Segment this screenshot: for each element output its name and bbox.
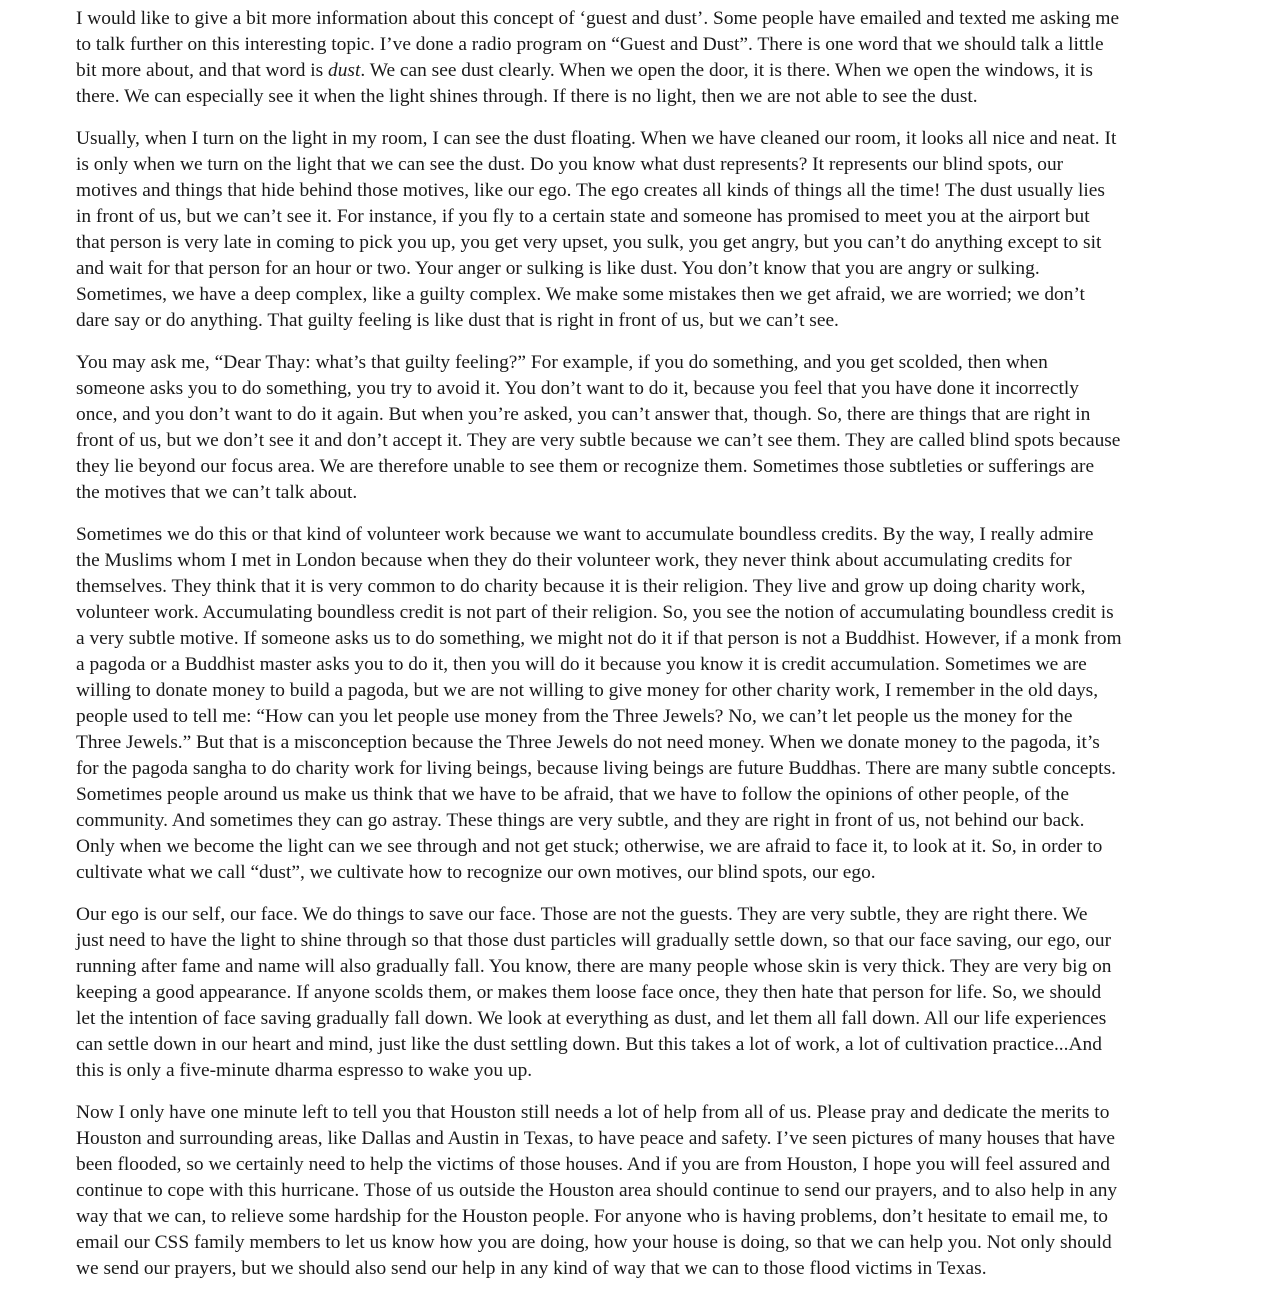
paragraph-ego-face: Our ego is our self, our face. We do things to save our face. Those are not the guests. They are very subtle, they are right there. We just need to have the light to shine through so that those dust particles will gradually settle down, so that our face saving, our ego, our running after fame and name will also gradually fall. You know, there are many people whose skin is very thick. They are very big on keeping a good appearance. If anyone scolds them, or makes them loose face once, they then hate that person for life. So, we should let the intention of face saving gradually fall down. We look at everything as dust, and let them all fall down. All our life experiences can settle down in our heart and mind, just like the dust settling down. But this takes a lot of work, a lot of cultivation practice...And this is only a five-minute dharma espresso to wake you up.	[76, 904, 1112, 1081]
document-page	[76, 6, 1201, 1298]
paragraph-guest-and-dust-intro	[76, 6, 1201, 110]
paragraph-text: . We can see dust clearly. When we open the door, it is there. When we open the windows, it is there. We can especially see it when the light shines through. If there is no light, then we are not able to see the dust.	[76, 60, 1093, 107]
paragraph-text: I would like to give a bit more information about this concept of ‘guest and dust’. Some people have emailed and texted me asking me to talk further on this interesting topic. I’ve done a radio program on “Guest and Dust”. There is one word that we should talk a little bit more about, and that word is	[76, 8, 1120, 81]
paragraph-dust-represents: Usually, when I turn on the light in my room, I can see the dust floating. When we have cleaned our room, it looks all nice and neat. It is only when we turn on the light that we can see the dust. Do you know what dust represents? It represents our blind spots, our motives and things that hide behind those motives, like our ego. The ego creates all kinds of things all the time! The dust usually lies in front of us, but we can’t see it. For instance, if you fly to a certain state and someone has promised to meet you at the airport but that person is very late in coming to pick you up, you get very upset, you sulk, you get angry, but you can’t do anything except to sit and wait for that person for an hour or two. Your anger or sulking is like dust. You don’t know that you are angry or sulking. Sometimes, we have a deep complex, like a guilty complex. We make some mistakes then we get afraid, we are worried; we don’t dare say or do anything. That guilty feeling is like dust that is right in front of us, but we can’t see.	[76, 128, 1117, 331]
emphasis-dust: dust	[328, 60, 361, 81]
paragraph-guilty-feeling: You may ask me, “Dear Thay: what’s that guilty feeling?” For example, if you do something, and you get scolded, then when someone asks you to do something, you try to avoid it. You don’t want to do it, because you feel that you have done it incorrectly once, and you don’t want to do it again. But when you’re asked, you can’t answer that, though. So, there are things that are right in front of us, but we don’t see it and don’t accept it. They are very subtle because we can’t see them. They are called blind spots because they lie beyond our focus area. We are therefore unable to see them or recognize them. Sometimes those subtleties or sufferings are the motives that we can’t talk about.	[76, 352, 1121, 503]
paragraph-houston-help: Now I only have one minute left to tell you that Houston still needs a lot of help from all of us. Please pray and dedicate the merits to Houston and surrounding areas, like Dallas and Austin in Texas, to have peace and safety. I’ve seen pictures of many houses that have been flooded, so we certainly need to help the victims of those houses. And if you are from Houston, I hope you will feel assured and continue to cope with this hurricane. Those of us outside the Houston area should continue to send our prayers, and to also help in any way that we can, to relieve some hardship for the Houston people. For anyone who is having problems, don’t hesitate to email me, to email our CSS family members to let us know how you are doing, how your house is doing, so that we can help you. Not only should we send our prayers, but we should also send our help in any kind of way that we can to those flood victims in Texas.	[76, 1102, 1118, 1279]
paragraph-subtle-motives: Sometimes we do this or that kind of volunteer work because we want to accumulate boundless credits. By the way, I really admire the Muslims whom I met in London because when they do their volunteer work, they never think about accumulating credits for themselves. They think that it is very common to do charity because it is their religion. They live and grow up doing charity work, volunteer work. Accumulating boundless credit is not part of their religion. So, you see the notion of accumulating boundless credit is a very subtle motive. If someone asks us to do something, we might not do it if that person is not a Buddhist. However, if a monk from a pagoda or a Buddhist master asks you to do it, then you will do it because you know it is credit accumulation. Sometimes we are willing to donate money to build a pagoda, but we are not willing to give money for other charity work, I remember in the old days, people used to tell me: “How can you let people use money from the Three Jewels? No, we can’t let people us the money for the Three Jewels.” But that is a misconception because the Three Jewels do not need money. When we donate money to the pagoda, it’s for the pagoda sangha to do charity work for living beings, because living beings are future Buddhas. There are many subtle concepts. Sometimes people around us make us think that we have to be afraid, that we have to follow the opinions of other people, of the community. And sometimes they can go astray. These things are very subtle, and they are right in front of us, not behind our back. Only when we become the light can we see through and not get stuck; otherwise, we are afraid to face it, to look at it. So, in order to cultivate what we call “dust”, we cultivate how to recognize our own motives, our blind spots, our ego.	[76, 524, 1122, 883]
